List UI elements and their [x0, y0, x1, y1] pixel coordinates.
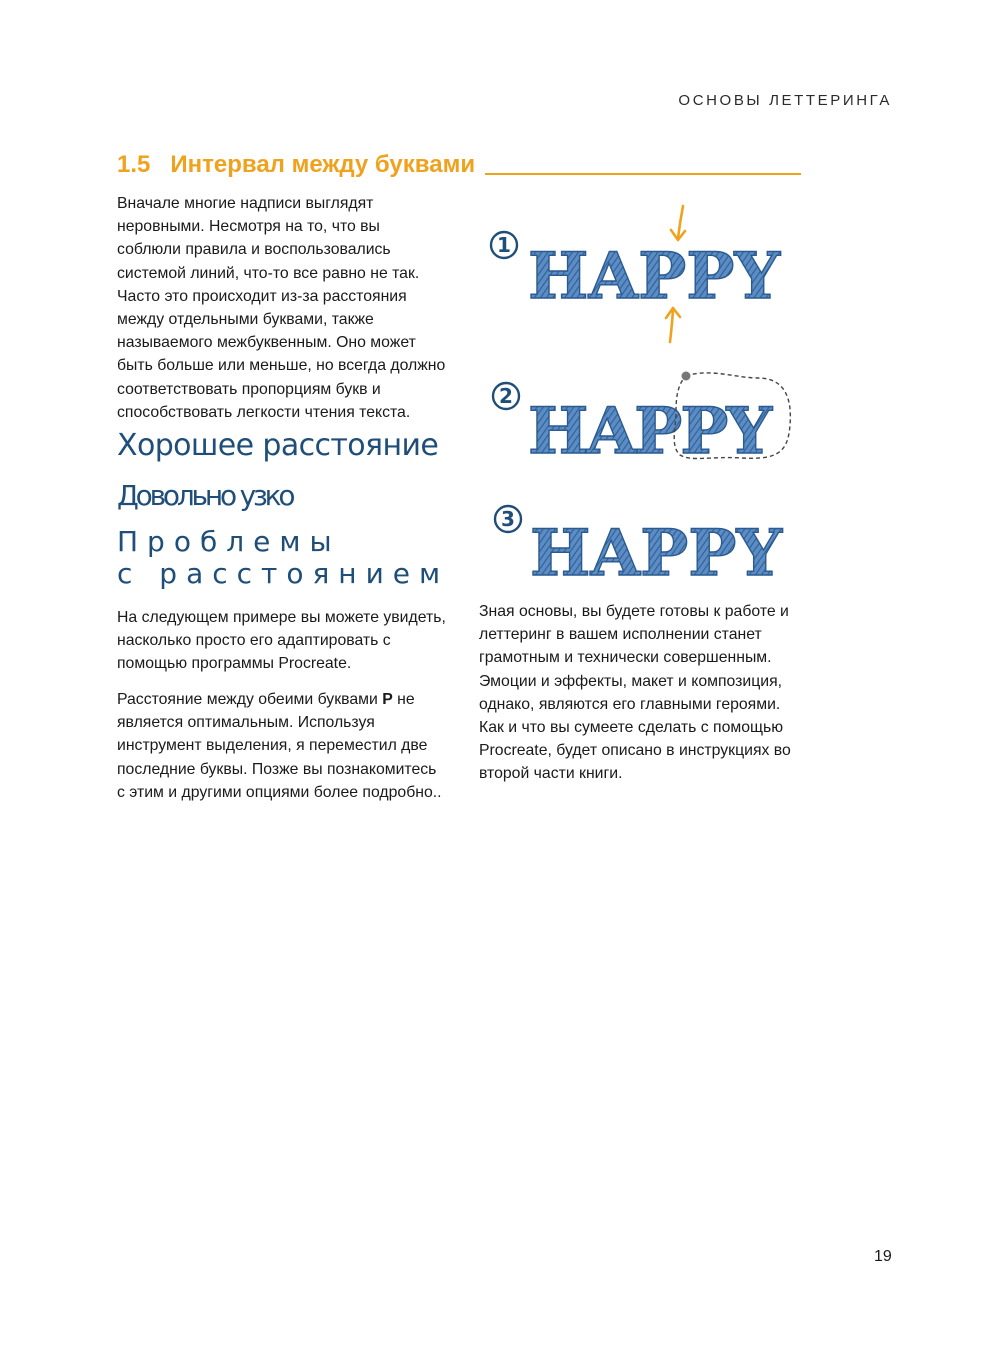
letter-spacing-paragraph [117, 688, 447, 804]
example-good-spacing: Хорошее расстояние [117, 428, 439, 463]
page-number: 19 [874, 1248, 892, 1265]
p3-after: не является оптимальным. Используя инструмент выделения, я переместил две последние буквы. Позже вы познакомитесь с этим и другими опциями более подробно.. [117, 691, 442, 801]
happy-illustration [480, 200, 810, 590]
procreate-paragraph: На следующем примере вы можете увидеть, насколько просто его адаптировать с помощью программы Procreate. [117, 609, 446, 673]
happy-word-1: HAPPY [528, 239, 781, 314]
step-1-number: 1 [497, 233, 511, 257]
happy-word-2-text: HAPPY [528, 394, 771, 469]
arrow-up-icon [670, 310, 673, 342]
example-wide-line-1: Проблемы [117, 525, 341, 558]
p3-before: Расстояние между обеими буквами [117, 691, 383, 708]
section-rule [485, 173, 801, 175]
example-narrow-spacing: Довольно узко [117, 479, 293, 512]
step-2-number: 2 [499, 384, 513, 408]
step-3-number: 3 [501, 507, 515, 531]
section-title: Интервал между буквами [170, 151, 476, 178]
right-paragraph: Зная основы, вы будете готовы к работе и леттеринг в вашем исполнении станет грамотным и технически совершенным. Эмоции и эффекты, макет и композиция, однако, являются его главными героями. Как и что вы сумеете сделать с помощью Procreate, будет описано в инструкциях во второй части книги. [479, 603, 791, 783]
example-wide-spacing [117, 526, 449, 590]
intro-paragraph: Вначале многие надписи выглядят неровными. Несмотря на то, что вы соблюли правила и воспользовались системой линий, что-то все равно не так. Часто это происходит из-за расстояния между отдельными буквами, также называемого межбуквенным. Оно может быть больше или меньше, но всегда должно соответствовать пропорциям букв и способствовать легкости чтения текста. [117, 195, 446, 421]
running-head: ОСНОВЫ ЛЕТТЕРИНГА [678, 92, 892, 109]
section-heading [117, 150, 801, 180]
p3-bold-letter: P [382, 691, 393, 708]
section-number: 1.5 [117, 151, 151, 178]
lasso-handle-icon [682, 372, 691, 381]
happy-word-3: HAPPY [530, 516, 783, 590]
example-wide-line-2: с расстоянием [117, 557, 450, 590]
